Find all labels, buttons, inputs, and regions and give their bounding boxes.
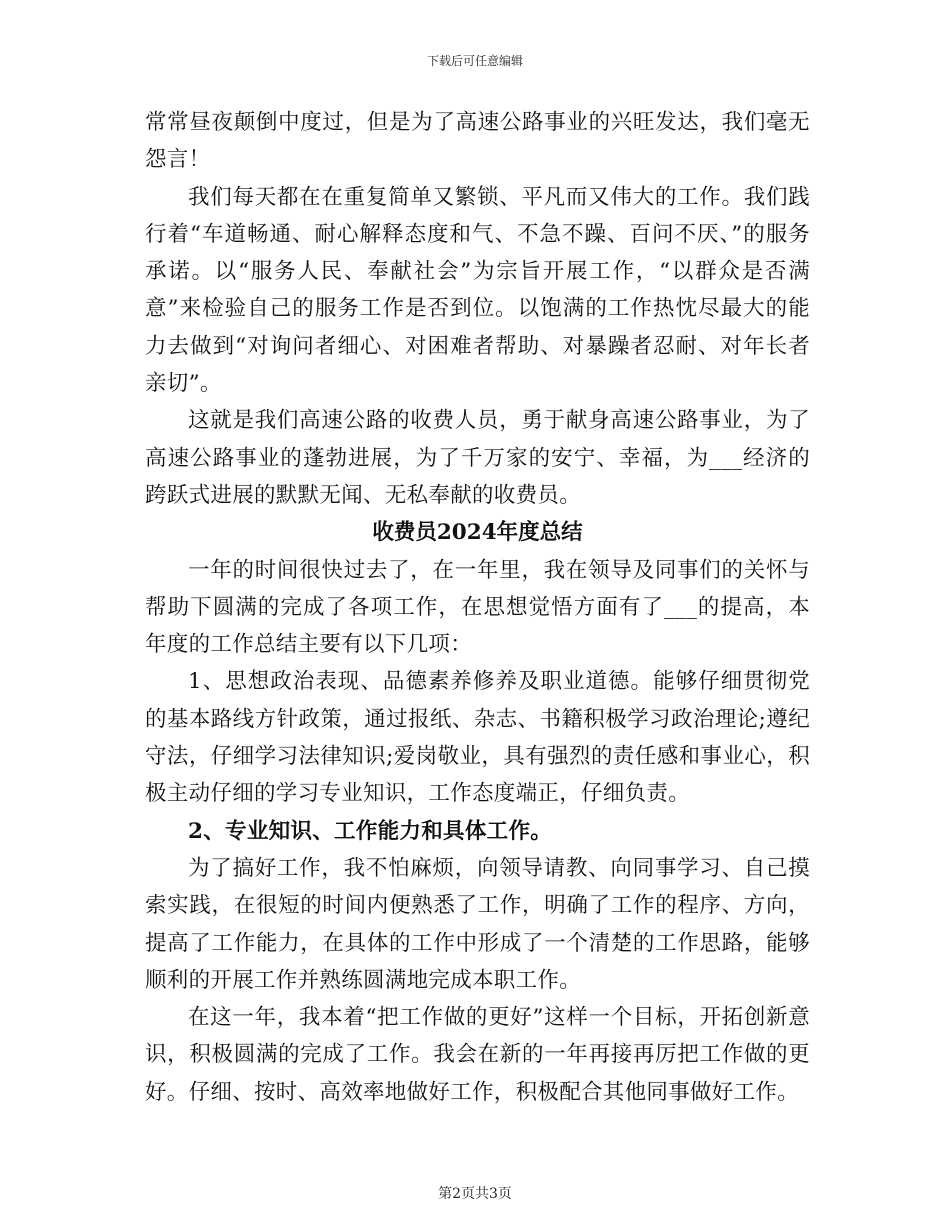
subheading-2: 2、专业知识、工作能力和具体工作。 xyxy=(188,818,553,844)
paragraph-1: 常常昼夜颠倒中度过，但是为了高速公路事业的兴旺发达，我们毫无怨言！ xyxy=(145,110,810,173)
paragraph-7: 为了搞好工作，我不怕麻烦，向领导请教、向同事学习、自己摸索实践，在很短的时间内便熟悉了工作，明确了工作的程序、方向，提高了工作能力，在具体的工作中形成了一个清楚的工作思路，能够顺利的开展工作并熟练圆满地完成本职工作。 xyxy=(145,855,810,993)
paragraph-8: 在这一年，我本着“把工作做的更好”这样一个目标，开拓创新意识，积极圆满的完成了工作。我会在新的一年再接再厉把工作做的更好。仔细、按时、高效率地做好工作，积极配合其他同事做好工作。 xyxy=(145,1005,810,1105)
page-header: 下载后可任意编辑 xyxy=(426,54,523,68)
paragraph-2: 我们每天都在在重复简单又繁锁、平凡而又伟大的工作。我们践行着“车道畅通、耐心解释态度和气、不急不躁、百问不厌、”的服务承诺。以“服务人民、奉献社会”为宗旨开展工作，“以群众是否满意”来检验自己的服务工作是否到位。以饱满的工作热忱尽最大的能力去做到“对询问者细心、对困难者帮助、对暴躁者忍耐、对年长者亲切”。 xyxy=(145,184,810,397)
document-body xyxy=(145,104,810,1111)
paragraph-5: 1、思想政治表现、品德素养修养及职业道德。能够仔细贯彻党的基本路线方针政策，通过报纸、杂志、书籍积极学习政治理论;遵纪守法，仔细学习法律知识;爱岗敬业，具有强烈的责任感和事业心，积极主动仔细的学习专业知识，工作态度端正，仔细负责。 xyxy=(145,669,810,807)
page-number: 第2页共3页 xyxy=(438,1186,512,1202)
paragraph-3: 这就是我们高速公路的收费人员，勇于献身高速公路事业，为了高速公路事业的蓬勃进展，为了千万家的安宁、幸福，为___经济的跨跃式进展的默默无闻、无私奉献的收费员。 xyxy=(145,408,810,508)
section-title: 收费员2024年度总结 xyxy=(372,520,583,546)
paragraph-4: 一年的时间很快过去了，在一年里，我在领导及同事们的关怀与帮助下圆满的完成了各项工作，在思想觉悟方面有了___的提高，本年度的工作总结主要有以下几项： xyxy=(145,557,810,658)
